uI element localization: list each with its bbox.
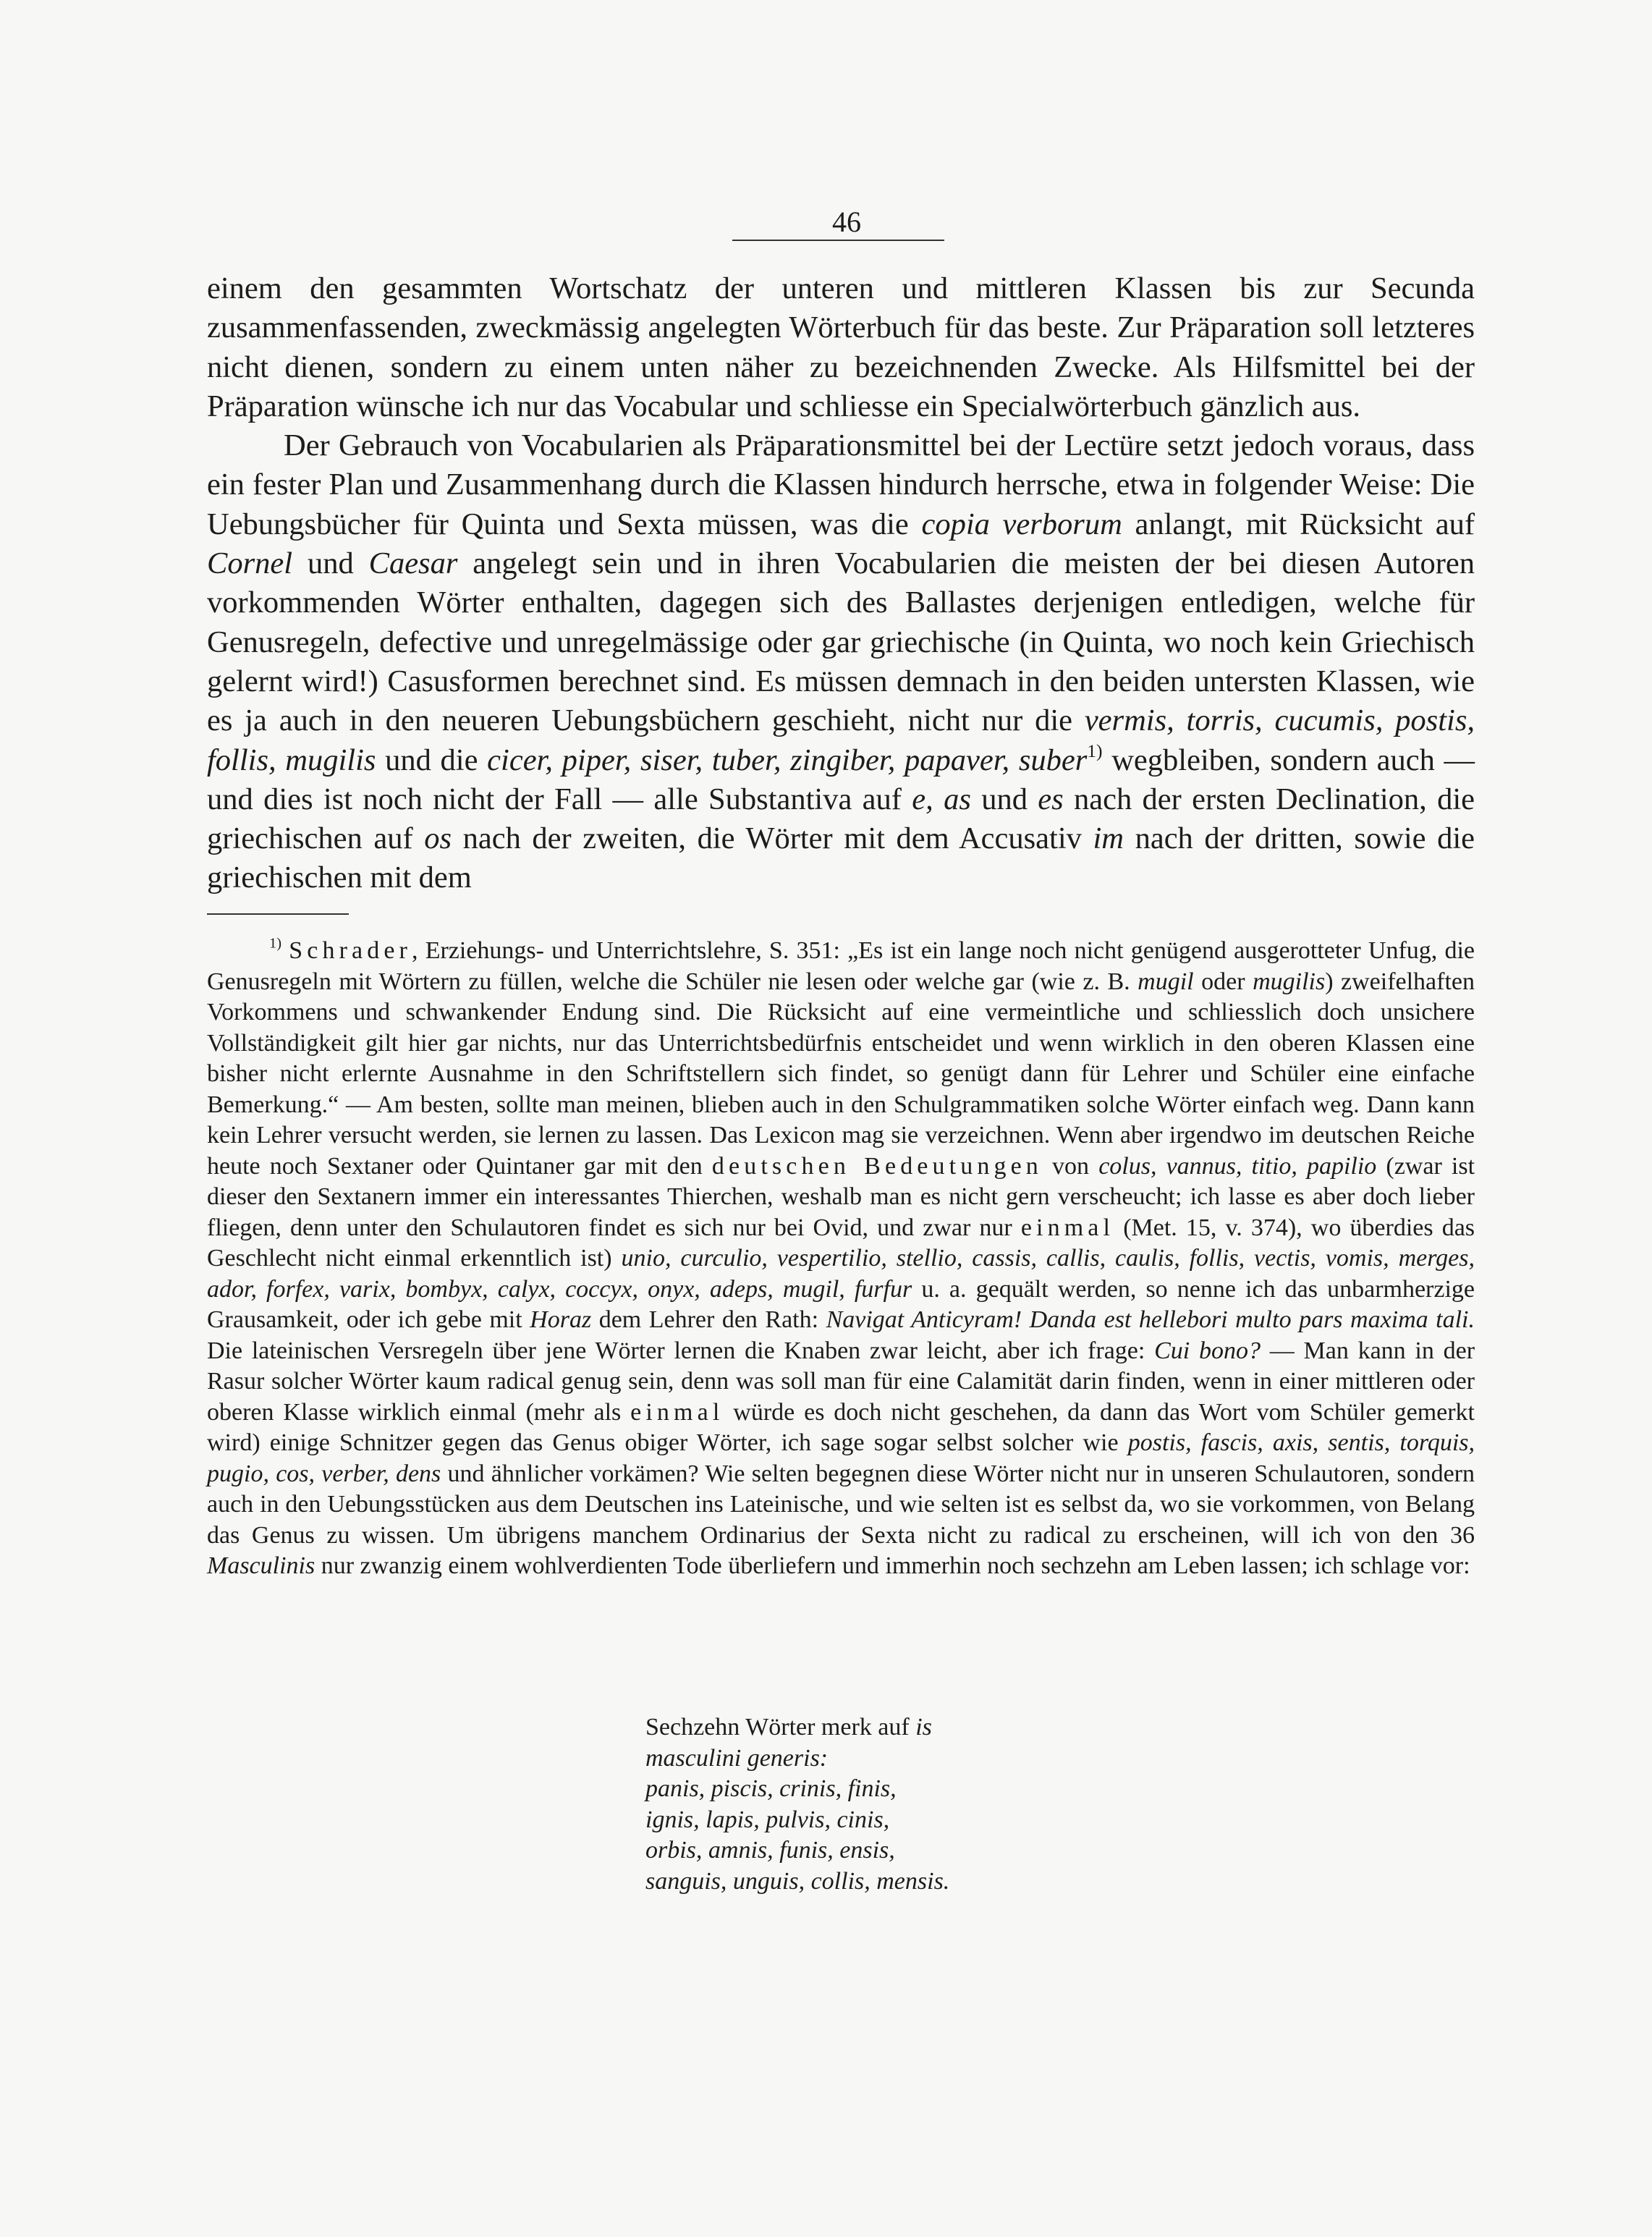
footnote-mark: 1) (269, 935, 281, 952)
italic-term: os (424, 821, 452, 856)
text-run: und (307, 546, 354, 581)
text-run: (zwar ist dieser den Sextanern immer ein interessantes Thierchen, weshalb man es nicht gern verscheucht; ich lasse es aber doch lieber fliegen, denn unter den Schulautoren findet es sich nur bei Ovid, und zwar nur (207, 1152, 1475, 1241)
text-run: anlangt, mit Rücksicht auf (1135, 507, 1475, 541)
italic-term: Cornel (207, 546, 293, 581)
text-run: dem Lehrer den Rath: (598, 1306, 819, 1333)
footnote-author: Schrader (289, 937, 412, 964)
text-run: angelegt sein und in ihren Vocabularien die meisten der bei diesen Autoren vorkommenden Wörter enthalten, dagegen sich des Ballastes derjenigen entledigen, welche für Genusregeln, defective und unregelmässige oder gar griechische (in Quinta, wo noch kein Griechisch gelernt wird!) Casusformen berechnet sind. Es müssen demnach in den beiden untersten Klassen, wie es ja auch in den neueren Uebungsbüchern geschieht, nicht nur die (207, 546, 1475, 738)
italic-term: mugilis (1253, 968, 1326, 995)
italic-term: unio, curculio, vespertilio, stellio, cassis, callis, caulis, follis, vectis, vomis, merges, ador, forfex, varix, bombyx, calyx, coccyx, onyx, adeps, mugil, furfur (207, 1245, 1475, 1303)
spaced-term: einmal (630, 1398, 724, 1426)
text-run: (Met. 15, v. 374), wo überdies das Geschlecht nicht einmal erkenntlich ist) (207, 1214, 1475, 1272)
verse-line (645, 1712, 1224, 1743)
text-run: und die (385, 743, 478, 777)
text-run: und (981, 782, 1028, 816)
italic-term: Masculinis (207, 1552, 315, 1579)
verse-line: panis, piscis, crinis, finis, (645, 1775, 897, 1802)
verse-line: sanguis, unguis, collis, mensis. (645, 1867, 950, 1895)
paragraph-1: einem den gesammten Wortschatz der unteren und mittleren Klassen bis zur Secunda zusammenfassenden, zweckmässig angelegten Wörterbuch für das beste. Zur Präparation soll letzteres nicht dienen, sondern zu einem unten näher zu bezeichnenden Zwecke. Als Hilfsmittel bei der Präparation wünsche ich nur das Vocabular und schliesse ein Specialwörterbuch gänzlich aus. (207, 271, 1475, 423)
italic-term: is (915, 1714, 932, 1741)
spaced-term: einmal (1020, 1214, 1115, 1241)
italic-term: im (1093, 821, 1124, 856)
footnote-reference: 1) (1087, 740, 1103, 761)
italic-term: mugil (1138, 968, 1194, 995)
italic-term: Caesar (368, 546, 458, 581)
page-number: 46 (832, 206, 861, 238)
verse-line: ignis, lapis, pulvis, cinis, (645, 1806, 890, 1833)
text-run: wegbleiben, sondern auch — und dies ist noch nicht der Fall — alle Substantiva auf (207, 743, 1475, 816)
italic-term: es (1038, 782, 1064, 816)
text-run: u. a. gequält werden, so nenne ich das unbarmherzige Grausamkeit, oder ich gebe mit (207, 1275, 1475, 1333)
italic-term: vermis, torris, cucumis, postis, follis, mugilis (207, 703, 1475, 777)
verse-line: orbis, amnis, funis, ensis, (645, 1837, 895, 1864)
page-number-rule (732, 240, 944, 241)
text-run: nach der zweiten, die Wörter mit dem Accusativ (462, 821, 1082, 856)
text-run: Sechzehn Wörter merk auf (645, 1714, 910, 1741)
italic-term: copia verborum (921, 507, 1122, 541)
text-run: — Man kann in der Rasur solcher Wörter kaum radical genug sein, denn was soll man für eine Calamität darin finden, wenn in einer mittleren oder oberen Klasse wirklich einmal (mehr als (207, 1337, 1475, 1426)
footnote-rule (207, 913, 349, 915)
text-run: und ähnlicher vorkämen? Wie selten begegnen diese Wörter nicht nur in unseren Schulautoren, sondern auch in den Uebungsstücken aus dem Deutschen ins Lateinische, und wie selten ist es selbst da, wo sie vorkommen, von Belang das Genus zu wissen. Um übrigens manchem Ordinarius der Sexta nicht zu radical zu erscheinen, will ich von den 36 (207, 1460, 1475, 1549)
text-run: , Erziehungs- und Unterrichtslehre, S. 351: „Es ist ein lange noch nicht genügend ausgerotteter Unfug, die Genusregeln mit Wörtern zu füllen, welche die Schüler nie lesen oder welche gar (wie z. B. (207, 937, 1475, 995)
text-run: Die lateinischen Versregeln über jene Wörter lernen die Knaben zwar leicht, aber ich frage: (207, 1337, 1145, 1364)
text-run: Der Gebrauch von Vocabularien als Präparationsmittel bei der Lectüre setzt jedoch voraus, dass ein fester Plan und Zusammenhang durch die Klassen hindurch herrsche, etwa in folgender Weise: Die Uebungsbücher für Quinta und Sexta müssen, was die (207, 428, 1475, 541)
verse-line: masculini generis: (645, 1744, 829, 1772)
italic-quote: Navigat Anticyram! Danda est hellebori multo pars maxima tali. (826, 1306, 1475, 1333)
italic-term: cicer, piper, siser, tuber, zingiber, papaver, suber (487, 743, 1088, 777)
footnote-paragraph (207, 936, 1475, 1582)
text-run: nach der dritten, sowie die griechischen mit dem (207, 821, 1475, 895)
italic-term: e, as (912, 782, 971, 816)
text-run: nach der ersten Declination, die griechischen auf (207, 782, 1475, 856)
italic-term: Cui bono? (1154, 1337, 1261, 1364)
paragraph-2 (207, 426, 1475, 898)
main-text (207, 269, 1475, 898)
italic-term: colus, vannus, titio, papilio (1098, 1152, 1377, 1180)
italic-term: postis, fascis, axis, sentis, torquis, pugio, cos, verber, dens (207, 1429, 1475, 1487)
text-run: oder (1201, 968, 1245, 995)
footnote (207, 936, 1475, 1582)
spaced-term: deutschen Bedeutungen (711, 1152, 1043, 1180)
text-run: nur zwanzig einem wohlverdienten Tode überliefern und immerhin noch sechzehn am Leben lassen; ich schlage vor: (321, 1552, 1470, 1579)
text-run: von (1052, 1152, 1090, 1180)
verse-block (645, 1712, 1224, 1897)
text-run: würde es doch nicht geschehen, da dann das Wort vom Schüler gemerkt wird) einige Schnitzer gegen das Genus obiger Wörter, ich sage sogar selbst solcher wie (207, 1398, 1475, 1456)
text-run: ) zweifelhaften Vorkommens und schwankender Endung sind. Die Rücksicht auf eine vermeintliche und schliesslich doch unsichere Vollständigkeit gilt hier gar nichts, nur das Unterrichtsbedürfnis entscheidet und wenn wirklich in den oberen Klassen eine bisher nicht erlernte Ausnahme in den Schriftstellern sich findet, so genügt dann für Lehrer und Schüler eine einfache Bemerkung.“ — Am besten, sollte man meinen, blieben auch in den Schulgrammatiken solche Wörter einfach weg. Dann kann kein Lehrer versucht werden, sie lernen zu lassen. Das Lexicon mag sie verzeichnen. Wenn aber irgendwo im deutschen Reiche heute noch Sextaner oder Quintaner gar mit den (207, 968, 1475, 1180)
italic-term: Horaz (530, 1306, 592, 1333)
